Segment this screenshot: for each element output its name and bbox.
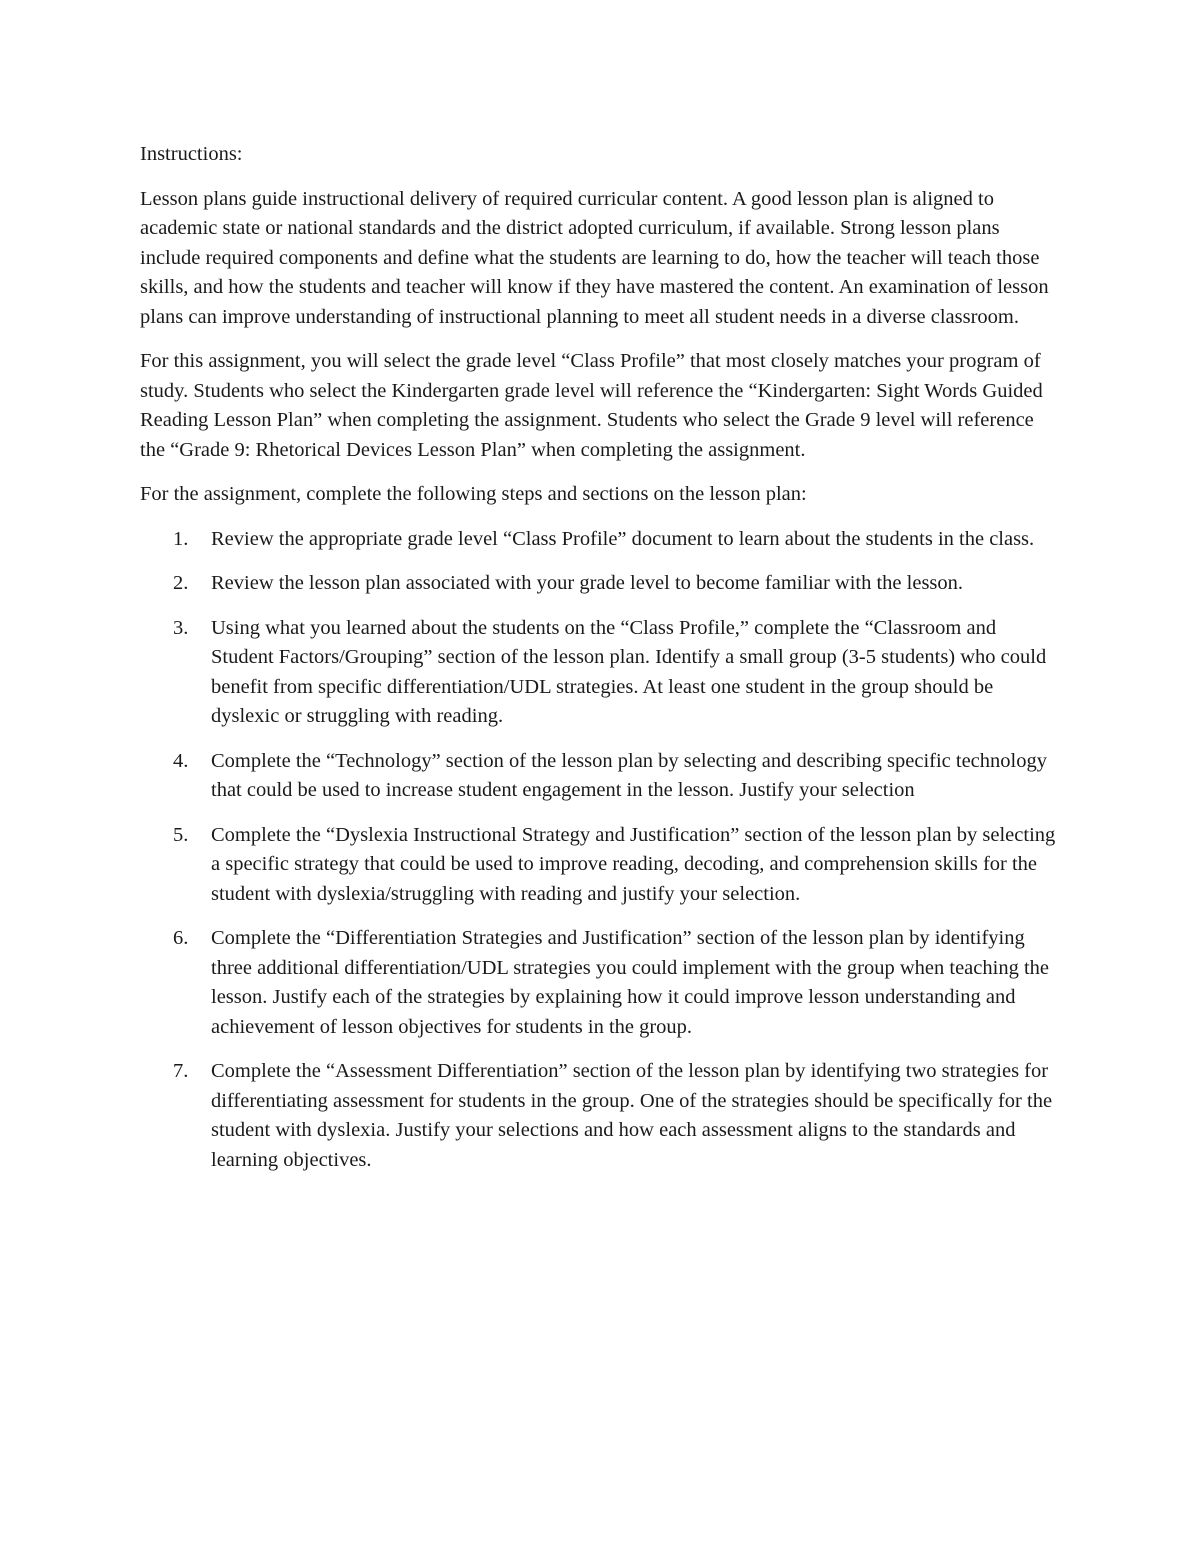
list-item-text: Complete the “Assessment Differentiation” section of the lesson plan by identifying two strategies for differentiating assessment for students in the group. One of the strategies should be specifically for the student with dyslexia. Justify your selections and how each assessment aligns to the standards and learning objectives. bbox=[211, 1060, 1053, 1171]
list-item-text: Review the lesson plan associated with your grade level to become familiar with the lesson. bbox=[211, 572, 964, 594]
list-item bbox=[140, 821, 1060, 910]
list-item-text: Complete the “Dyslexia Instructional Strategy and Justification” section of the lesson plan by selecting a specific strategy that could be used to improve reading, decoding, and comprehension skills for the student with dyslexia/struggling with reading and justify your selection. bbox=[211, 823, 1056, 905]
list-item bbox=[140, 569, 1060, 599]
assignment-paragraph: For this assignment, you will select the grade level “Class Profile” that most closely matches your program of study. Students who select the Kindergarten grade level will reference the “Kindergarten: Sight Words Guided Reading Lesson Plan” when completing the assignment. Students who select the Grade 9 level will reference the “Grade 9: Rhetorical Devices Lesson Plan” when completing the assignment. bbox=[140, 350, 1043, 461]
list-item bbox=[140, 1057, 1060, 1175]
intro-paragraph: Lesson plans guide instructional delivery of required curricular content. A good lesson plan is aligned to academic state or national standards and the district adopted curriculum, if available. Strong lesson plans include required components and define what the students are learning to do, how the teacher will teach those skills, and how the students and teacher will know if they have mastered the content. An examination of lesson plans can improve understanding of instructional planning to meet all student needs in a diverse classroom. bbox=[140, 187, 1049, 328]
list-item-text: Review the appropriate grade level “Class Profile” document to learn about the students in the class. bbox=[211, 527, 1035, 550]
list-item-number: 2. bbox=[173, 572, 189, 594]
list-item-text: Complete the “Technology” section of the lesson plan by selecting and describing specific technology that could be used to increase student engagement in the lesson. Justify your selection bbox=[211, 749, 1047, 801]
list-item bbox=[140, 525, 1060, 555]
list-item-text: Complete the “Differentiation Strategies and Justification” section of the lesson plan by identifying three additional differentiation/UDL strategies you could implement with the group when teaching the lesson. Justify each of the strategies by explaining how it could improve lesson understanding and achievement of lesson objectives for students in the group. bbox=[211, 927, 1049, 1038]
list-item-text: Using what you learned about the students on the “Class Profile,” complete the “Classroom and Student Factors/Grouping” section of the lesson plan. Identify a small group (3-5 students) who could benefit from specific differentiation/UDL strategies. At least one student in the group should be dyslexic or struggling with reading. bbox=[211, 616, 1047, 727]
list-item bbox=[140, 747, 1060, 806]
steps-lead-paragraph: For the assignment, complete the following steps and sections on the lesson plan: bbox=[140, 483, 807, 505]
list-item-number: 4. bbox=[173, 749, 189, 772]
list-item bbox=[140, 614, 1060, 732]
steps-list bbox=[140, 525, 1060, 1176]
list-item-number: 3. bbox=[173, 616, 189, 639]
instructions-heading: Instructions: bbox=[140, 143, 243, 165]
document-page bbox=[140, 140, 1060, 1190]
list-item-number: 1. bbox=[173, 527, 189, 550]
list-item-number: 6. bbox=[173, 927, 189, 949]
list-item-number: 7. bbox=[173, 1060, 189, 1082]
list-item bbox=[140, 924, 1060, 1042]
list-item-number: 5. bbox=[173, 823, 189, 846]
